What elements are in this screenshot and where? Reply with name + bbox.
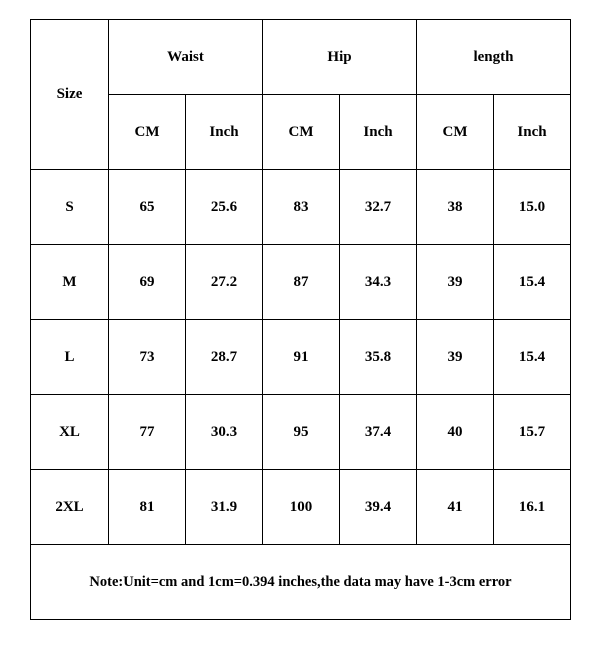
table-cell: 15.4 xyxy=(494,320,571,395)
unit-header: Inch xyxy=(186,95,263,170)
table-cell: 39 xyxy=(417,245,494,320)
waist-header: Waist xyxy=(109,20,263,95)
table-cell: 39.4 xyxy=(340,470,417,545)
header-group-row xyxy=(31,20,571,95)
size-header: Size xyxy=(31,20,109,170)
table-cell: 16.1 xyxy=(494,470,571,545)
size-cell: 2XL xyxy=(31,470,109,545)
table-cell: 32.7 xyxy=(340,170,417,245)
unit-header: CM xyxy=(417,95,494,170)
table-cell: 35.8 xyxy=(340,320,417,395)
table-cell: 38 xyxy=(417,170,494,245)
size-cell: XL xyxy=(31,395,109,470)
size-cell: M xyxy=(31,245,109,320)
size-cell: S xyxy=(31,170,109,245)
table-cell: 28.7 xyxy=(186,320,263,395)
table-cell: 95 xyxy=(263,395,340,470)
table-cell: 69 xyxy=(109,245,186,320)
size-cell: L xyxy=(31,320,109,395)
table-cell: 34.3 xyxy=(340,245,417,320)
unit-header: CM xyxy=(263,95,340,170)
table-cell: 15.4 xyxy=(494,245,571,320)
size-table xyxy=(30,19,571,620)
table-row xyxy=(31,395,571,470)
table-cell: 15.7 xyxy=(494,395,571,470)
note-text: Note:Unit=cm and 1cm=0.394 inches,the data may have 1-3cm error xyxy=(31,545,571,620)
table-cell: 91 xyxy=(263,320,340,395)
table-row xyxy=(31,320,571,395)
table-cell: 15.0 xyxy=(494,170,571,245)
table-cell: 65 xyxy=(109,170,186,245)
hip-header: Hip xyxy=(263,20,417,95)
table-cell: 87 xyxy=(263,245,340,320)
table-cell: 81 xyxy=(109,470,186,545)
table-cell: 77 xyxy=(109,395,186,470)
table-row xyxy=(31,245,571,320)
table-cell: 39 xyxy=(417,320,494,395)
header-unit-row xyxy=(31,95,571,170)
unit-header: Inch xyxy=(494,95,571,170)
table-cell: 100 xyxy=(263,470,340,545)
table-cell: 31.9 xyxy=(186,470,263,545)
table-cell: 27.2 xyxy=(186,245,263,320)
table-cell: 83 xyxy=(263,170,340,245)
table-cell: 30.3 xyxy=(186,395,263,470)
table-cell: 37.4 xyxy=(340,395,417,470)
length-header: length xyxy=(417,20,571,95)
note-row xyxy=(31,545,571,620)
unit-header: CM xyxy=(109,95,186,170)
table-cell: 25.6 xyxy=(186,170,263,245)
table-cell: 73 xyxy=(109,320,186,395)
unit-header: Inch xyxy=(340,95,417,170)
table-cell: 40 xyxy=(417,395,494,470)
size-chart xyxy=(30,19,571,620)
table-row xyxy=(31,170,571,245)
table-cell: 41 xyxy=(417,470,494,545)
table-row xyxy=(31,470,571,545)
